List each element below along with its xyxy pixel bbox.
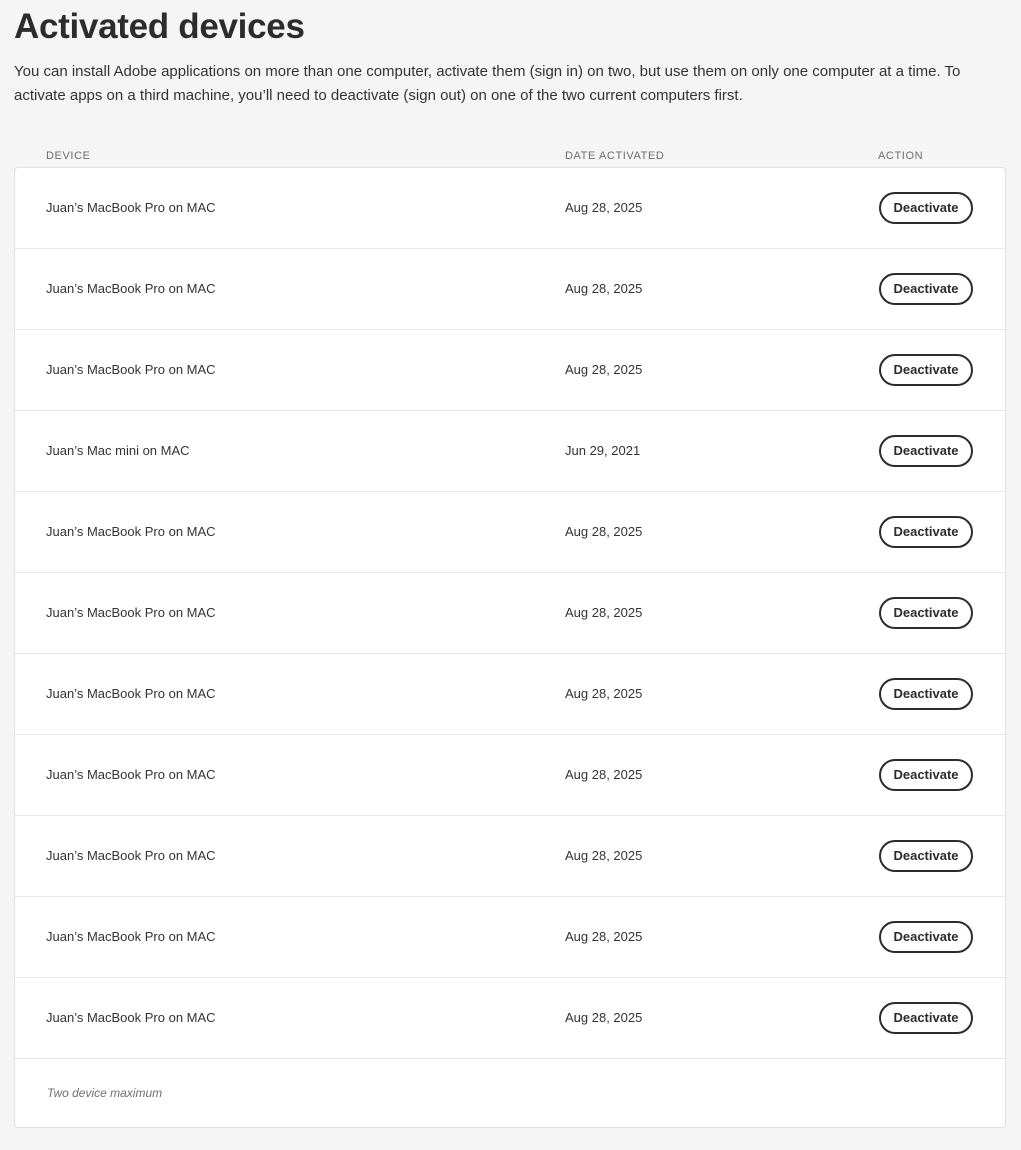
date-activated: Aug 28, 2025 (565, 686, 643, 701)
device-name: Juan’s Mac mini on MAC (46, 443, 190, 458)
device-row (15, 249, 1005, 330)
date-activated: Aug 28, 2025 (565, 605, 643, 620)
date-activated: Aug 28, 2025 (565, 767, 643, 782)
device-name: Juan’s MacBook Pro on MAC (46, 362, 216, 377)
list-footer (15, 1059, 1005, 1127)
device-row (15, 573, 1005, 654)
deactivate-button[interactable]: Deactivate (879, 1002, 973, 1034)
date-activated: Aug 28, 2025 (565, 524, 643, 539)
device-row (15, 330, 1005, 411)
date-activated: Aug 28, 2025 (565, 200, 643, 215)
device-name: Juan’s MacBook Pro on MAC (46, 200, 216, 215)
deactivate-button[interactable]: Deactivate (879, 192, 973, 224)
date-activated: Aug 28, 2025 (565, 1010, 643, 1025)
device-row (15, 897, 1005, 978)
device-name: Juan’s MacBook Pro on MAC (46, 605, 216, 620)
device-limit-note: Two device maximum (47, 1086, 163, 1100)
date-activated: Aug 28, 2025 (565, 281, 643, 296)
device-name: Juan’s MacBook Pro on MAC (46, 929, 216, 944)
deactivate-button[interactable]: Deactivate (879, 840, 973, 872)
deactivate-button[interactable]: Deactivate (879, 435, 973, 467)
device-row (15, 816, 1005, 897)
deactivate-button[interactable]: Deactivate (879, 921, 973, 953)
device-name: Juan’s MacBook Pro on MAC (46, 1010, 216, 1025)
device-row (15, 411, 1005, 492)
device-row (15, 168, 1005, 249)
device-name: Juan’s MacBook Pro on MAC (46, 686, 216, 701)
device-name: Juan’s MacBook Pro on MAC (46, 281, 216, 296)
date-activated: Jun 29, 2021 (565, 443, 641, 458)
device-name: Juan’s MacBook Pro on MAC (46, 848, 216, 863)
column-header-action: ACTION (878, 150, 924, 162)
device-row (15, 735, 1005, 816)
device-name: Juan’s MacBook Pro on MAC (46, 524, 216, 539)
device-name: Juan’s MacBook Pro on MAC (46, 767, 216, 782)
column-header-device: DEVICE (46, 150, 91, 162)
deactivate-button[interactable]: Deactivate (879, 759, 973, 791)
device-row (15, 978, 1005, 1059)
page-title: Activated devices (14, 7, 305, 46)
deactivate-button[interactable]: Deactivate (879, 273, 973, 305)
deactivate-button[interactable]: Deactivate (879, 354, 973, 386)
deactivate-button[interactable]: Deactivate (879, 678, 973, 710)
table-header (14, 150, 1006, 164)
device-row (15, 492, 1005, 573)
date-activated: Aug 28, 2025 (565, 848, 643, 863)
page-description: You can install Adobe applications on more than one computer, activate them (sign in) on two, but use them on only one computer at a time. To activate apps on a third machine, you’ll need to deactivate (sign out) on one of the two current computers first. (14, 63, 961, 104)
device-row (15, 654, 1005, 735)
column-header-date-activated: DATE ACTIVATED (565, 150, 665, 162)
deactivate-button[interactable]: Deactivate (879, 597, 973, 629)
device-list (14, 167, 1006, 1128)
deactivate-button[interactable]: Deactivate (879, 516, 973, 548)
date-activated: Aug 28, 2025 (565, 929, 643, 944)
date-activated: Aug 28, 2025 (565, 362, 643, 377)
